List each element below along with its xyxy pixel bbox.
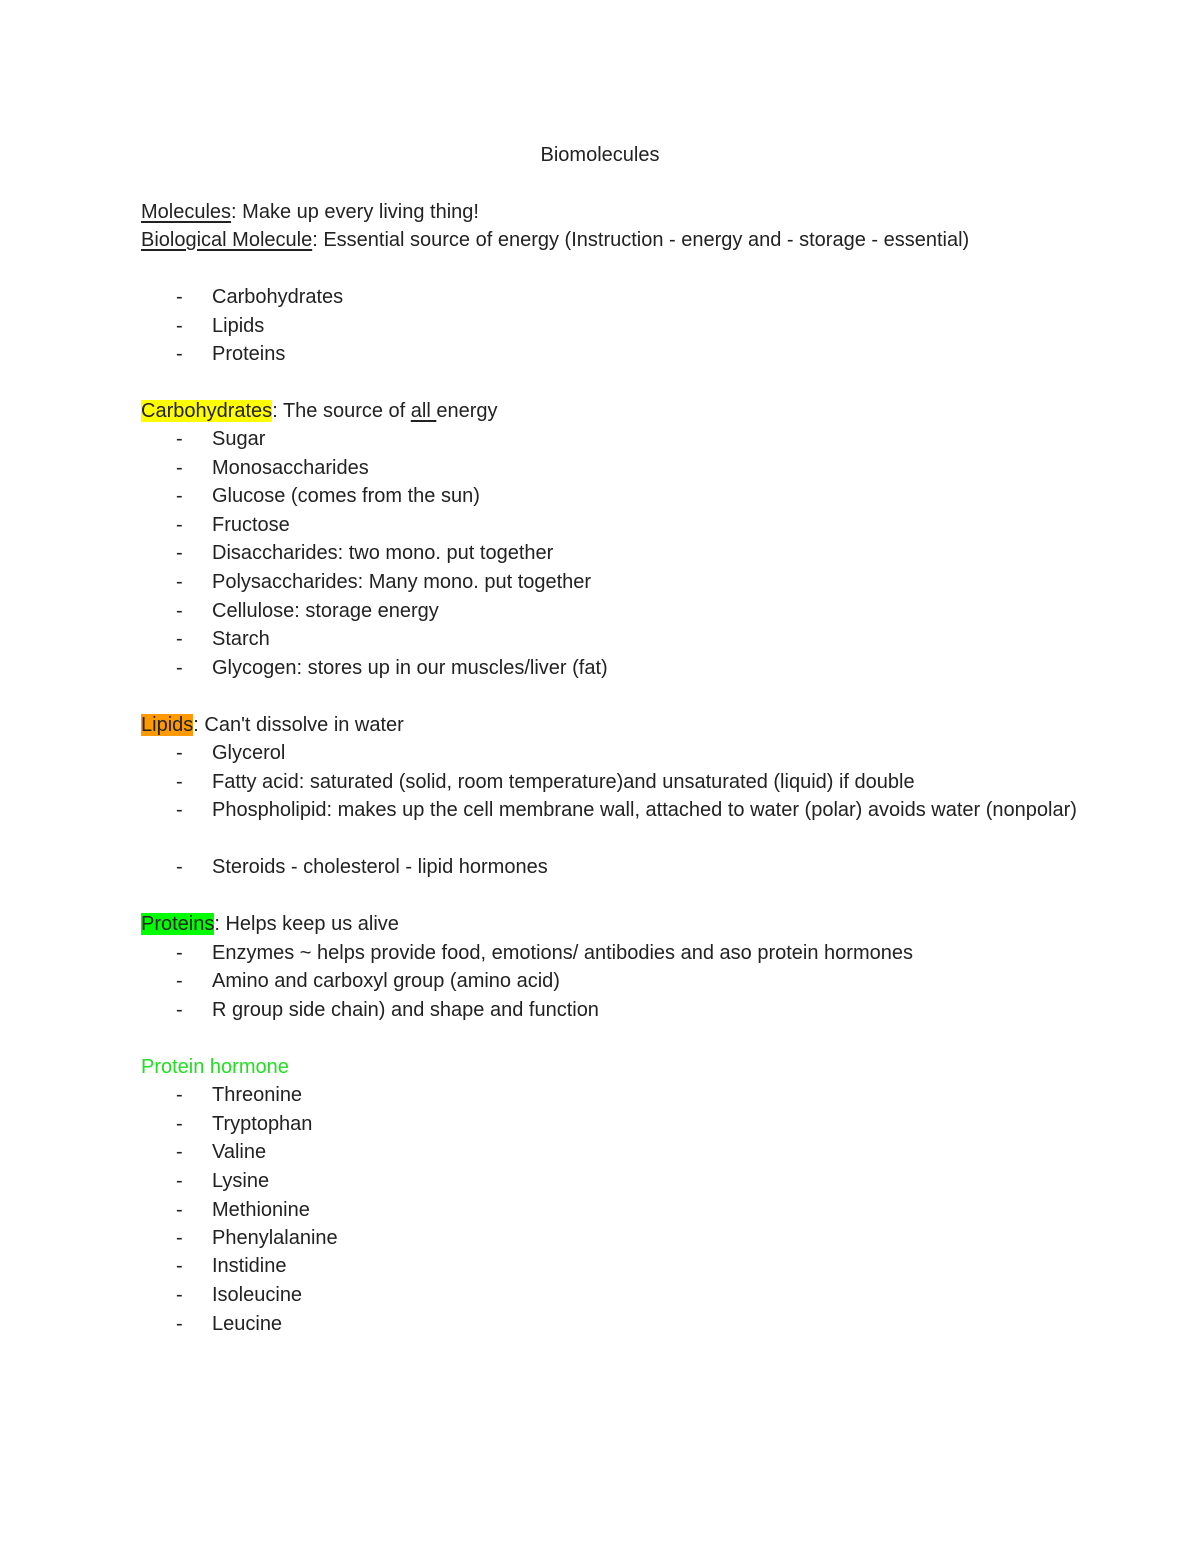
list-item-text: Instidine — [212, 1255, 287, 1277]
summary-label: Lipids — [212, 315, 265, 337]
list-item-text: Fatty acid: saturated (solid, room temperature)and unsaturated (liquid) if double — [212, 771, 915, 793]
bullet-dash: - — [176, 999, 183, 1021]
bullet-dash: - — [176, 942, 183, 964]
lipids-term: Lipids — [141, 714, 194, 736]
list-item-text: Cellulose: storage energy — [212, 600, 439, 622]
bullet-dash: - — [176, 657, 183, 679]
list-item-text: Fructose — [212, 514, 290, 536]
carbohydrates-term: Carbohydrates — [141, 400, 273, 422]
bullet-dash: - — [176, 514, 183, 536]
bullet-dash: - — [176, 1227, 183, 1249]
carbohydrates-def-part: : The source of — [272, 400, 411, 422]
bullet-dash: - — [176, 771, 183, 793]
bullet-dash: - — [176, 485, 183, 507]
list-item-text: Sugar — [212, 428, 266, 450]
carbohydrates-def-part: energy — [436, 400, 498, 422]
bullet-dash: - — [176, 856, 183, 878]
bullet-dash: - — [176, 1084, 183, 1106]
summary-label: Carbohydrates — [212, 286, 344, 308]
list-item-text: R group side chain) and shape and function — [212, 999, 599, 1021]
bullet-dash: - — [176, 1313, 183, 1335]
list-item-text: Enzymes ~ helps provide food, emotions/ antibodies and aso protein hormones — [212, 942, 913, 964]
biological-molecule-line — [141, 226, 969, 254]
bullet-dash: - — [176, 1141, 183, 1163]
lipids-heading — [141, 711, 404, 739]
list-item-text: Disaccharides: two mono. put together — [212, 542, 554, 564]
proteins-definition: : Helps keep us alive — [214, 913, 399, 935]
list-item-text: Phospholipid: makes up the cell membrane wall, attached to water (polar) avoids water (nonpolar) — [212, 799, 1077, 821]
bullet-dash: - — [176, 457, 183, 479]
list-item-text: Tryptophan — [212, 1113, 313, 1135]
bullet-dash: - — [176, 1199, 183, 1221]
list-item-text: Monosaccharides — [212, 457, 369, 479]
proteins-term: Proteins — [141, 913, 215, 935]
list-item-text: Leucine — [212, 1313, 283, 1335]
bullet-dash: - — [176, 542, 183, 564]
protein-hormone-heading: Protein hormone — [141, 1056, 289, 1078]
list-item-text: Polysaccharides: Many mono. put together — [212, 571, 592, 593]
list-item-text: Threonine — [212, 1084, 303, 1106]
summary-label: Proteins — [212, 343, 286, 365]
lipids-definition: : Can't dissolve in water — [193, 714, 404, 736]
carbohydrates-heading — [141, 397, 498, 425]
list-item-text: Glucose (comes from the sun) — [212, 485, 480, 507]
bullet-dash: - — [176, 1113, 183, 1135]
molecules-definition: : Make up every living thing! — [231, 201, 479, 223]
list-item-text: Valine — [212, 1141, 267, 1163]
bullet-dash: - — [176, 1284, 183, 1306]
bullet-dash: - — [176, 600, 183, 622]
bullet-dash: - — [176, 1255, 183, 1277]
bullet-dash: - — [176, 571, 183, 593]
bullet-dash: - — [176, 1170, 183, 1192]
carbohydrates-def-underlined: all — [410, 400, 437, 422]
bullet-dash: - — [176, 343, 183, 365]
bullet-dash: - — [176, 428, 183, 450]
list-item-text: Glycogen: stores up in our muscles/liver (fat) — [212, 657, 608, 679]
bullet-dash: - — [176, 742, 183, 764]
list-item-text: Methionine — [212, 1199, 310, 1221]
list-item-text: Lysine — [212, 1170, 270, 1192]
list-item-text: Phenylalanine — [212, 1227, 338, 1249]
list-item-text: Amino and carboxyl group (amino acid) — [212, 970, 560, 992]
bullet-dash: - — [176, 315, 183, 337]
list-item-text: Steroids - cholesterol - lipid hormones — [212, 856, 548, 878]
list-item-text: Isoleucine — [212, 1284, 303, 1306]
bullet-dash: - — [176, 286, 183, 308]
molecules-term: Molecules — [141, 201, 232, 223]
bullet-dash: - — [176, 970, 183, 992]
bullet-dash: - — [176, 628, 183, 650]
list-item-text: Glycerol — [212, 742, 286, 764]
list-item-text: Starch — [212, 628, 270, 650]
biological-molecule-term: Biological Molecule — [141, 229, 313, 251]
page-title: Biomolecules — [540, 144, 660, 166]
biological-molecule-definition: : Essential source of energy (Instruction - energy and - storage - essential) — [312, 229, 970, 251]
proteins-heading — [141, 910, 399, 938]
bullet-dash: - — [176, 799, 183, 821]
molecules-line — [141, 198, 479, 226]
